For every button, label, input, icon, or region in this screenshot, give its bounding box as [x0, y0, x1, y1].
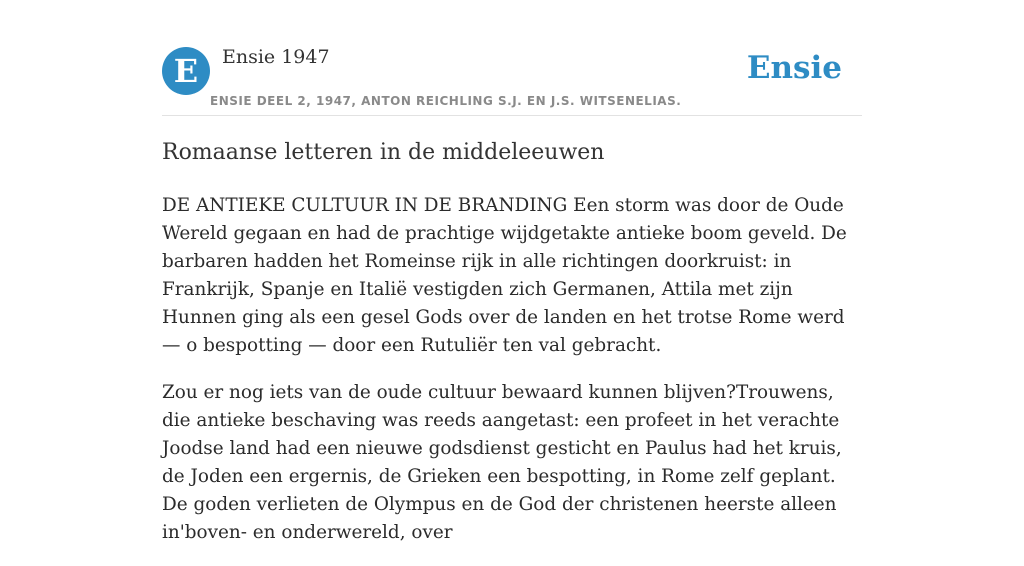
article-title: Romaanse letteren in de middeleeuwen: [162, 140, 605, 165]
paragraph: Zou er nog iets van de oude cultuur bewaard kunnen blijven?Trouwens, die antieke beschaving was reeds aangetast: een profeet in het verachte Joodse land had een nieuwe godsdienst gesticht en Paulus had het kruis, de Joden een ergernis, de Grieken een bespotting, in Rome zelf geplant. De goden verlieten de Olympus en de God der christenen heerste alleen in'boven- en onderwereld, over: [162, 382, 842, 543]
article-body: [162, 192, 862, 566]
paragraph: DE ANTIEKE CULTUUR IN DE BRANDING Een storm was door de Oude Wereld gegaan en had de prachtige wijdgetakte antieke boom geveld. De barbaren hadden het Romeinse rijk in alle richtingen doorkruist: in Frankrijk, Spanje en Italië vestigden zich Germanen, Attila met zijn Hunnen ging als een gesel Gods over de landen en het trotse Rome werd — o bespotting — door een Rutuliër ten val gebracht.: [162, 195, 847, 356]
page: [162, 0, 862, 543]
brand-wordmark[interactable]: Ensie: [746, 50, 842, 86]
source-header: [162, 0, 862, 116]
source-title[interactable]: Ensie 1947: [222, 46, 330, 68]
ensie-logo[interactable]: E: [162, 47, 210, 95]
source-subtitle: ENSIE DEEL 2, 1947, ANTON REICHLING S.J. EN J.S. WITSENELIAS.: [210, 94, 682, 108]
